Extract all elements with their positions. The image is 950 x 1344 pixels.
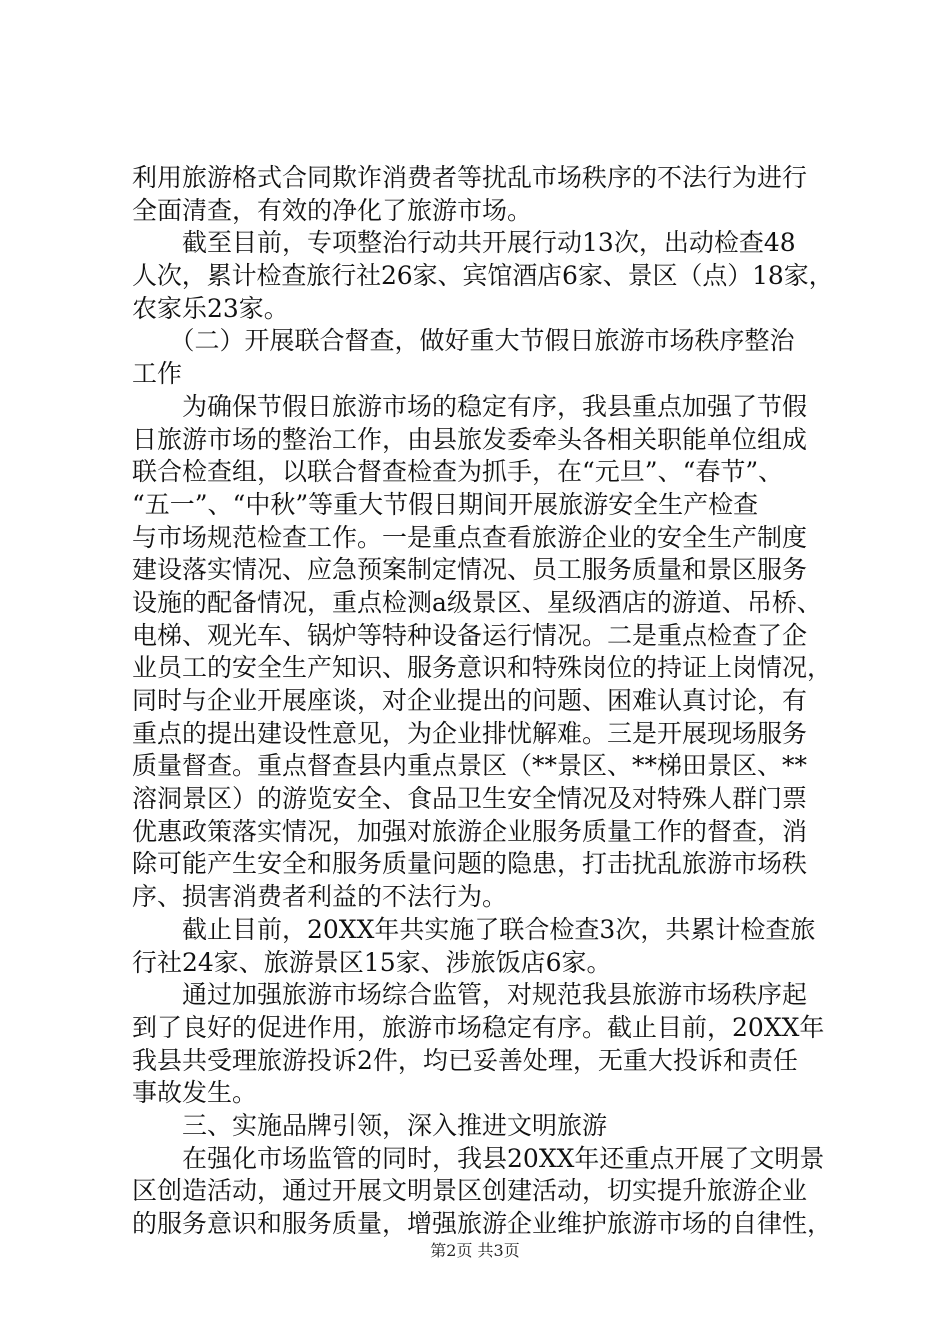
text-line: 区创造活动，通过开展文明景区创建活动，切实提升旅游企业 xyxy=(132,1176,808,1206)
text-line: 三、实施品牌引领，深入推进文明旅游 xyxy=(132,1110,608,1140)
text-line: （二）开展联合督查，做好重大节假日旅游市场秩序整治 xyxy=(132,326,795,356)
text-line: 截止目前，20XX年共实施了联合检查3次，共累计检查旅 xyxy=(132,914,816,944)
text-line: 业员工的安全生产知识、服务意识和特殊岗位的持证上岗情况， xyxy=(132,653,833,683)
text-line: 全面清查，有效的净化了旅游市场。 xyxy=(132,195,533,225)
text-line: “五一”、“中秋”等重大节假日期间开展旅游安全生产检查 xyxy=(132,489,759,519)
text-line: 在强化市场监管的同时，我县20XX年还重点开展了文明景 xyxy=(132,1143,825,1173)
text-line: 设施的配备情况，重点检测a级景区、星级酒店的游道、吊桥、 xyxy=(132,587,822,617)
text-line: 电梯、观光车、锅炉等特种设备运行情况。二是重点检查了企 xyxy=(132,620,808,650)
text-line: 质量督查。重点督查县内重点景区（**景区、**梯田景区、** xyxy=(132,751,808,781)
text-line: 优惠政策落实情况，加强对旅游企业服务质量工作的督查，消 xyxy=(132,816,808,846)
text-line: 为确保节假日旅游市场的稳定有序，我县重点加强了节假 xyxy=(132,391,808,421)
text-line: 序、损害消费者利益的不法行为。 xyxy=(132,882,508,912)
text-line: 溶洞景区）的游览安全、食品卫生安全情况及对特殊人群门票 xyxy=(132,784,808,814)
text-line: 工作 xyxy=(132,359,183,389)
document-body xyxy=(132,162,834,1241)
text-line: 农家乐23家。 xyxy=(132,293,289,323)
page-footer: 第2页 共3页 xyxy=(430,1241,520,1260)
text-line: 我县共受理旅游投诉2件，均已妥善处理，无重大投诉和责任 xyxy=(132,1045,798,1075)
text-line: 到了良好的促进作用，旅游市场稳定有序。截止目前，20XX年 xyxy=(132,1012,825,1042)
text-line: 除可能产生安全和服务质量问题的隐患，打击扰乱旅游市场秩 xyxy=(132,849,808,879)
text-line: 利用旅游格式合同欺诈消费者等扰乱市场秩序的不法行为进行 xyxy=(132,163,808,192)
text-line: 建设落实情况、应急预案制定情况、员工服务质量和景区服务 xyxy=(132,555,808,585)
text-line: 通过加强旅游市场综合监管，对规范我县旅游市场秩序起 xyxy=(132,980,808,1010)
text-line: 事故发生。 xyxy=(132,1078,258,1108)
text-line: 的服务意识和服务质量，增强旅游企业维护旅游市场的自律性， xyxy=(132,1209,833,1238)
text-line: 日旅游市场的整治工作，由县旅发委牵头各相关职能单位组成 xyxy=(132,424,808,454)
text-line: 重点的提出建设性意见，为企业排忧解难。三是开展现场服务 xyxy=(132,718,808,748)
text-line: 同时与企业开展座谈，对企业提出的问题、困难认真讨论，有 xyxy=(132,686,808,715)
text-line: 行社24家、旅游景区15家、涉旅饭店6家。 xyxy=(132,947,612,977)
text-line: 与市场规范检查工作。一是重点查看旅游企业的安全生产制度 xyxy=(132,522,808,552)
text-line: 联合检查组，以联合督查检查为抓手，在“元旦”、“春节”、 xyxy=(132,457,784,487)
text-line: 截至目前，专项整治行动共开展行动13次，出动检查48 xyxy=(132,228,796,258)
text-line: 人次，累计检查旅行社26家、宾馆酒店6家、景区（点）18家， xyxy=(132,261,834,291)
